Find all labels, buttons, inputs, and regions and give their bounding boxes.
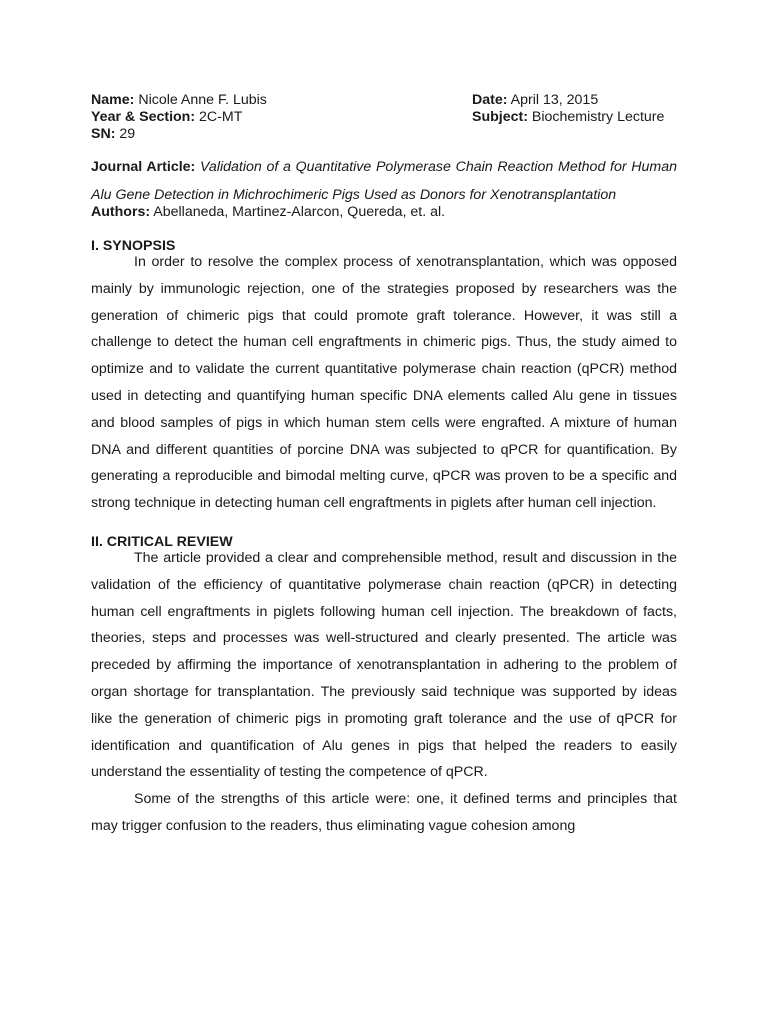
authors-value: Abellaneda, Martinez-Alarcon, Quereda, et. al. [153,204,446,220]
authors-label: Authors: [91,204,151,220]
journal-article-label: Journal Article: [91,159,196,175]
critical-review-section [91,534,677,840]
date-value: April 13, 2015 [510,92,599,108]
date-line [472,92,677,109]
date-label: Date: [472,92,508,108]
course-info [472,92,677,143]
subject-value: Biochemistry Lecture [531,109,665,125]
year-section-line [91,109,267,126]
year-section-label: Year & Section: [91,109,196,125]
synopsis-section [91,238,677,517]
journal-article-title [91,154,677,209]
student-header [91,92,677,143]
subject-line [472,109,677,126]
critical-review-paragraph-2: Some of the strengths of this article were: one, it defined terms and principles that may trigger confusion to the readers, thus eliminating vague cohesion among [91,791,677,834]
synopsis-paragraph: In order to resolve the complex process of xenotransplantation, which was opposed mainly by immunologic rejection, one of the strategies proposed by researchers was the generation of chimeric pigs that could promote graft tolerance. However, it was still a challenge to detect the human cell engraftments in chimeric pigs. Thus, the study aimed to optimize and to validate the current quantitative polymerase chain reaction (qPCR) method used in detecting and quantifying human specific DNA elements called Alu gene in tissues and blood samples of pigs in which human stem cells were engrafted. A mixture of human DNA and different quantities of porcine DNA was subjected to qPCR for quantification. By generating a reproducible and bimodal melting curve, qPCR was proven to be a specific and strong technique in detecting human cell engraftments in piglets after human cell injection. [91,254,677,512]
journal-article-value: Validation of a Quantitative Polymerase Chain Reaction Method for Human Alu Gene Detection in Michrochimeric Pigs Used as Donors for Xenotransplantation [91,159,678,203]
student-info [91,92,267,143]
sn-label: SN: [91,126,116,142]
year-section-value: 2C-MT [199,109,243,125]
sn-value: 29 [119,126,136,142]
sn-line [91,126,267,143]
synopsis-heading: I. SYNOPSIS [91,238,176,254]
critical-review-heading: II. CRITICAL REVIEW [91,533,233,550]
critical-review-paragraph-1: The article provided a clear and comprehensible method, result and discussion in the validation of the efficiency of quantitative polymerase chain reaction (qPCR) in detecting human cell engraftments in piglets following human cell injection. The breakdown of facts, theories, steps and processes was well-structured and clearly presented. The article was preceded by affirming the importance of xenotransplantation in adhering to the problem of organ shortage for transplantation. The previously said technique was supported by ideas like the generation of chimeric pigs in promoting graft tolerance and the use of qPCR for identification and quantification of Alu genes in pigs that helped the readers to easily understand the essentiality of testing the competence of qPCR. [91,549,677,781]
subject-label: Subject: [472,109,528,125]
article-info [91,154,677,221]
name-label: Name: [91,92,135,108]
document-page [91,92,677,840]
name-line [91,92,267,109]
name-value: Nicole Anne F. Lubis [138,92,267,108]
